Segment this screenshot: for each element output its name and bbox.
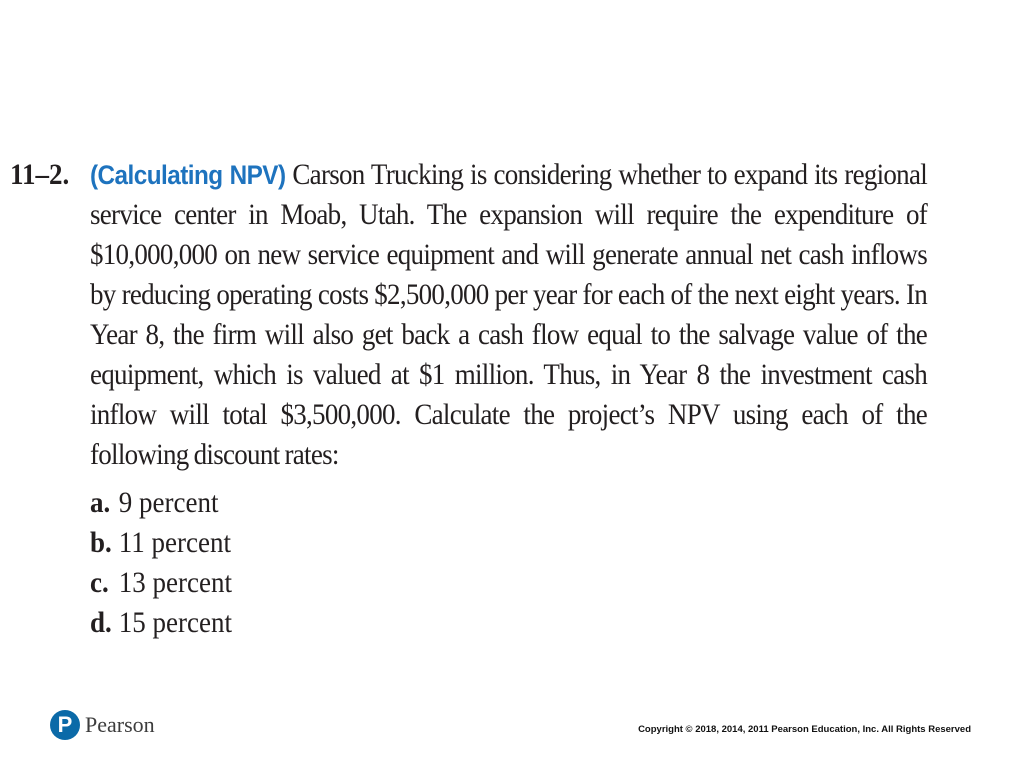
option-letter: a. (90, 486, 111, 519)
option-letter: b. (90, 526, 112, 559)
option-text: 9 percent (118, 486, 219, 519)
option-letter: d. (90, 606, 112, 639)
problem-heading: (Calculating NPV) (90, 160, 286, 190)
problem-text: Carson Trucking is considering whether to expand its regional service center in Moab, Utah. The expansion will require the expenditure of $10,000,000 on new service equipment and will generate annual net cash inflows by reducing operating costs $2,500,000 per year for each of the next eight years. In Year 8, the firm will also get back a cash flow equal to the salvage value of the equipment, which is valued at $1 million. Thus, in Year 8 the investment cash inflow will total $3,500,000. Calculate the project’s NPV using each of the following discount rates: (90, 158, 927, 471)
option-text: 15 percent (118, 606, 233, 639)
list-item (90, 603, 927, 643)
footer (0, 705, 1024, 755)
option-text: 11 percent (118, 526, 232, 559)
pearson-logo (50, 710, 155, 740)
option-text: 13 percent (118, 566, 233, 599)
problem-body (90, 155, 927, 475)
pearson-logo-text: Pearson (85, 712, 155, 737)
option-letter: c. (90, 566, 109, 599)
problem-number: 11–2. (10, 158, 70, 191)
list-item (90, 563, 927, 603)
problem-statement (10, 155, 1020, 475)
pearson-logo-icon: P (50, 710, 80, 740)
problem-block (10, 155, 1020, 643)
options-list (90, 483, 927, 643)
list-item (90, 483, 927, 523)
copyright-notice: Copyright © 2018, 2014, 2011 Pearson Education, Inc. All Rights Reserved (638, 724, 971, 735)
list-item (90, 523, 927, 563)
